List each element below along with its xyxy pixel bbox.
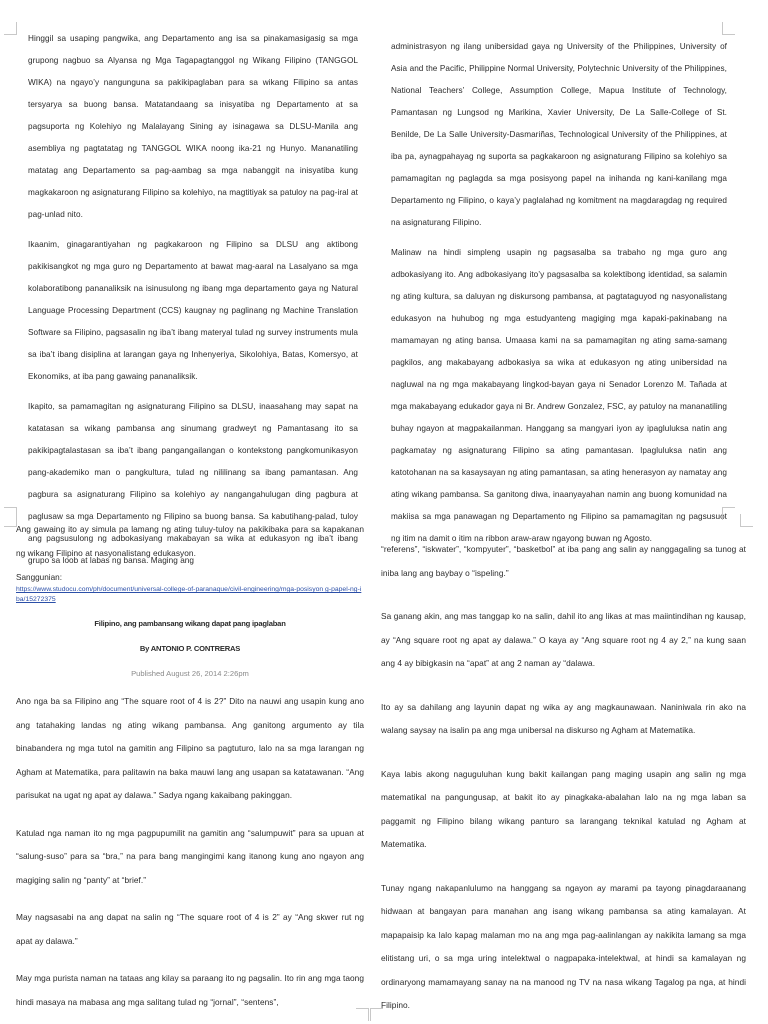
crop-mark — [4, 22, 17, 35]
lower-page-right — [374, 516, 768, 1024]
paragraph: Kaya labis akong naguguluhan kung bakit kailangan pang maging usapin ang salin ng mga matematikal na pangungusap, at bakit ito ay pinagkaka-abalahan lalo na ng mga laban sa paggamit ng Filipino bilang wikang panturo sa larangang teknikal katulad ng Agham at Matematika. — [381, 768, 746, 849]
crop-mark — [370, 1008, 383, 1021]
paragraph: Tunay ngang nakapanlulumo na hanggang sa ngayon ay marami pa tayong pinagdaraanang hidwaan at bangayan para manahan ang isang wikang pambansa sa ating kamalayan. At mapapaisip ka lalo kapag malaman mo na ang mga pag-aalinlangan ay nakikita lamang sa mga elitistang uri, o sa mga uring intelektwal o nagpapaka-intelektwal, at hindi sa kamalayan ng ordinaryong mamamayang sanay na na manood ng TV na nasa wikang Tagalog pa nga, at hindi Filipino. — [381, 882, 746, 1010]
paragraph: Ikaanim, ginagarantiyahan ng pagkakaroon ng Filipino sa DLSU ang aktibong pakikisangkot ng mga guro ng Departamento at bawat mag-aaral na Lasalyano sa mga kolaboratibong pananaliksik na isinusulong ng ibang mga departamento gaya ng Natural Language Processing Department (CCS) kaugnay ng paglinang ng Machine Translation Software sa Filipino, pagsasalin ng iba’t ibang materyal tulad ng survey instruments mula sa iba’t ibang disiplina at larangan gaya ng Inhenyeriya, Sikolohiya, Batas, Komersyo, at Ekonomiks, at iba pang gawaing pananaliksik. — [28, 240, 358, 381]
source-link[interactable]: https://www.studocu.com/ph/document/universal-college-of-paranaque/civil-engineering/mga-posisyon g-papel-ng-iba/15272375 — [16, 586, 362, 603]
lower-page-left — [0, 516, 374, 1024]
article-date: Published August 26, 2014 2:26pm — [131, 669, 249, 678]
crop-mark — [356, 1008, 369, 1021]
paragraph: Katulad nga naman ito ng mga pagpupumilit na gamitin ang “salumpuwit” para sa upuan at “salung-suso” para sa “bra,” na para bang mangingimi kang itanong kung ano ngayon ang magiging salin ng “panty” at “brief.” — [16, 827, 364, 885]
crop-mark — [722, 22, 735, 35]
paragraph: May mga purista naman na tataas ang kilay sa paraang ito ng pagsalin. Ito rin ang mga taong hindi masaya na mabasa ang mga salitang tulad ng “jornal”, “sentens”, — [16, 973, 364, 1007]
paragraph: Hinggil sa usaping pangwika, ang Departamento ang isa sa pinakamasigasig sa mga grupong nagbuo sa Alyansa ng Mga Tagapagtanggol ng Wikang Filipino (TANGGOL WIKA) na ngayo’y nangunguna sa pakikipaglaban para sa wikang Filipino sa antas tersyarya sa buong bansa. Matatandaang sa inisyatiba ng Departamento at sa pagsuporta ng Kolehiyo ng Malalayang Sining ay isinagawa sa DLSU-Manila ang asembliya ng pagtatatag ng TANGGOL WIKA noong ika-21 ng Hunyo. Mananatiling matatag ang Departamento sa pag-aambag sa mga nabanggit na inisyatiba kung magkakaroon ng asignaturang Filipino sa kolehiyo, na magtitiyak sa patuloy na pag-iral at pag-unlad nito. — [28, 34, 358, 219]
upper-right-column — [391, 36, 727, 543]
crop-mark — [4, 514, 17, 527]
lower-left-column — [16, 518, 364, 1018]
intro-paragraph: Ang gawaing ito ay simula pa lamang ng ating tuluy-tuloy na pakikibaka para sa kapakanan ng wikang Filipino at nasyonalistang edukasyon. — [16, 524, 364, 558]
upper-page-right — [384, 20, 768, 543]
paragraph: May nagsasabi na ang dapat na salin ng “The square root of 4 is 2” ay “Ang skwer rut ng apat ay dalawa.” — [16, 912, 364, 946]
paragraph: Sa ganang akin, ang mas tanggap ko na salin, dahil ito ang likas at mas maiintindihan ng kausap, ay “Ang square root ng apat ay dalawa.” O kaya ay “Ang square root ng 4 ay 2,” na kung saan ang 4 ay bibigkasin na “apat” at ang 2 naman ay “dalawa. — [381, 611, 746, 668]
paragraph: administrasyon ng ilang unibersidad gaya ng University of the Philippines, University of Asia and the Pacific, Philippine Normal University, Polytechnic University of the Philippines, National Teachers’ College, Assumption College, Mapua Institute of Technology, Pamantasan ng Lungsod ng Marikina, Xavier University, De La Salle-College of St. Benilde, De La Salle University-Dasmariñas, Technological University of the Philippines, at iba pa, aynagpahayag ng suporta sa pagkakaroon ng asignaturang Filipino sa kolehiyo sa pamamagitan ng paglagda sa mga posisyong papel na inihanda ng kani-kanilang mga Departamento ng Filipino, o kaya’y paglalahad ng komitment na magdaragdag ng required na asignaturang Filipino. — [391, 42, 727, 227]
crop-mark — [740, 514, 753, 527]
lower-right-column — [381, 538, 746, 1024]
sources-label: Sanggunian: — [16, 573, 62, 582]
paragraph: Ano nga ba sa Filipino ang “The square root of 4 is 2?” Dito na nauwi ang usapin kung ano ang tatahaking landas ng ating wikang pambansa. Ang ganitong argumento ay tila binabandera ng mga tutol na gamitin ang Filipino sa pagtuturo, lalo na sa mga larangan ng Agham at Matematika, para palitawin na baka mauwi lang ang usapan sa katatawanan. “Ang parisukat na ugat ng apat ay dalawa.” Sadya ngang kakaibang pakinggan. — [16, 696, 364, 800]
paragraph: Ito ay sa dahilang ang layunin dapat ng wika ay ang magkaunawaan. Naniniwala rin ako na walang saysay na isalin pa ang mga unibersal na diskurso ng Agham at Matematika. — [381, 701, 746, 735]
paragraph: “referens”, “iskwater”, “kompyuter”, “basketbol” at iba pang ang salin ay nanggagaling sa tunog at iniba lang ang baybay o “ispeling.” — [381, 544, 746, 578]
paragraph: Malinaw na hindi simpleng usapin ng pagsasalba sa trabaho ng mga guro ang adbokasiyang ito. Ang adbokasiyang ito’y pagsasalba sa kolektibong identidad, sa salamin ng ating kultura, sa daluyan ng diskursong pambansa, at pagtataguyod ng nasyonalistang edukasyon na huhubog ng mga estudyanteng magiging mga kapaki-pakinabang na mamamayan ng ating bansa. Umaasa kami na sa pamamagitan ng ating sama-samang pagkilos, ang makabayang adbokasiya sa wika at edukasyon ng ating unibersidad na nagluwal na ng mga makabayang lingkod-bayan gaya ni Senador Lorenzo M. Tañada at mga makabayang edukador gaya ni Br. Andrew Gonzalez, FSC, ay patuloy na mananatiling buhay ngayon at magpakailanman. Hanggang sa mangyari iyon ay ipagluluksa natin ang pagkamatay ng asignaturang Filipino sa ating pamantasan. Ipagluluksa natin ang katotohanan na sa kasaysayan ng ating pamantasan, sa ating henerasyon ay namatay ang ating wikang pambansa. Sa ganitong diwa, inaanyayahan namin ang buong komunidad na makiisa sa mga panawagan ng Departamento ng Filipino sa pamamagitan ng pagsusuot ng itim na damit o itim na ribbon araw-araw ngayong buwan ng Agosto. — [391, 248, 727, 543]
article-title: Filipino, ang pambansang wikang dapat pang ipaglaban — [94, 619, 286, 628]
article-byline: By ANTONIO P. CONTRERAS — [139, 644, 241, 653]
paragraph: Ikapito, sa pamamagitan ng asignaturang Filipino sa DLSU, inaasahang may sapat na katatasan sa wikang pambansa ang sinumang gradweyt ng Pamantasang ito sa pakikipagtalastasan sa iba’t ibang pangangailangan o kontekstong pangkomunikasyon pang-akademiko man o pangkultura, tulad ng nililinang sa ibang pamantasan. Ang pagbura sa asignaturang Filipino sa kolehiyo ay nangangahulugan ding pagbura at paglusaw sa mga Departamento ng Filipino sa buong bansa. Sa kabutihang-palad, tuloy ang pagsusulong ng adbokasiyang makabayan sa wika at edukasyon ng iba’t ibang grupo sa loob at labas ng bansa. Maging ang — [28, 402, 358, 565]
